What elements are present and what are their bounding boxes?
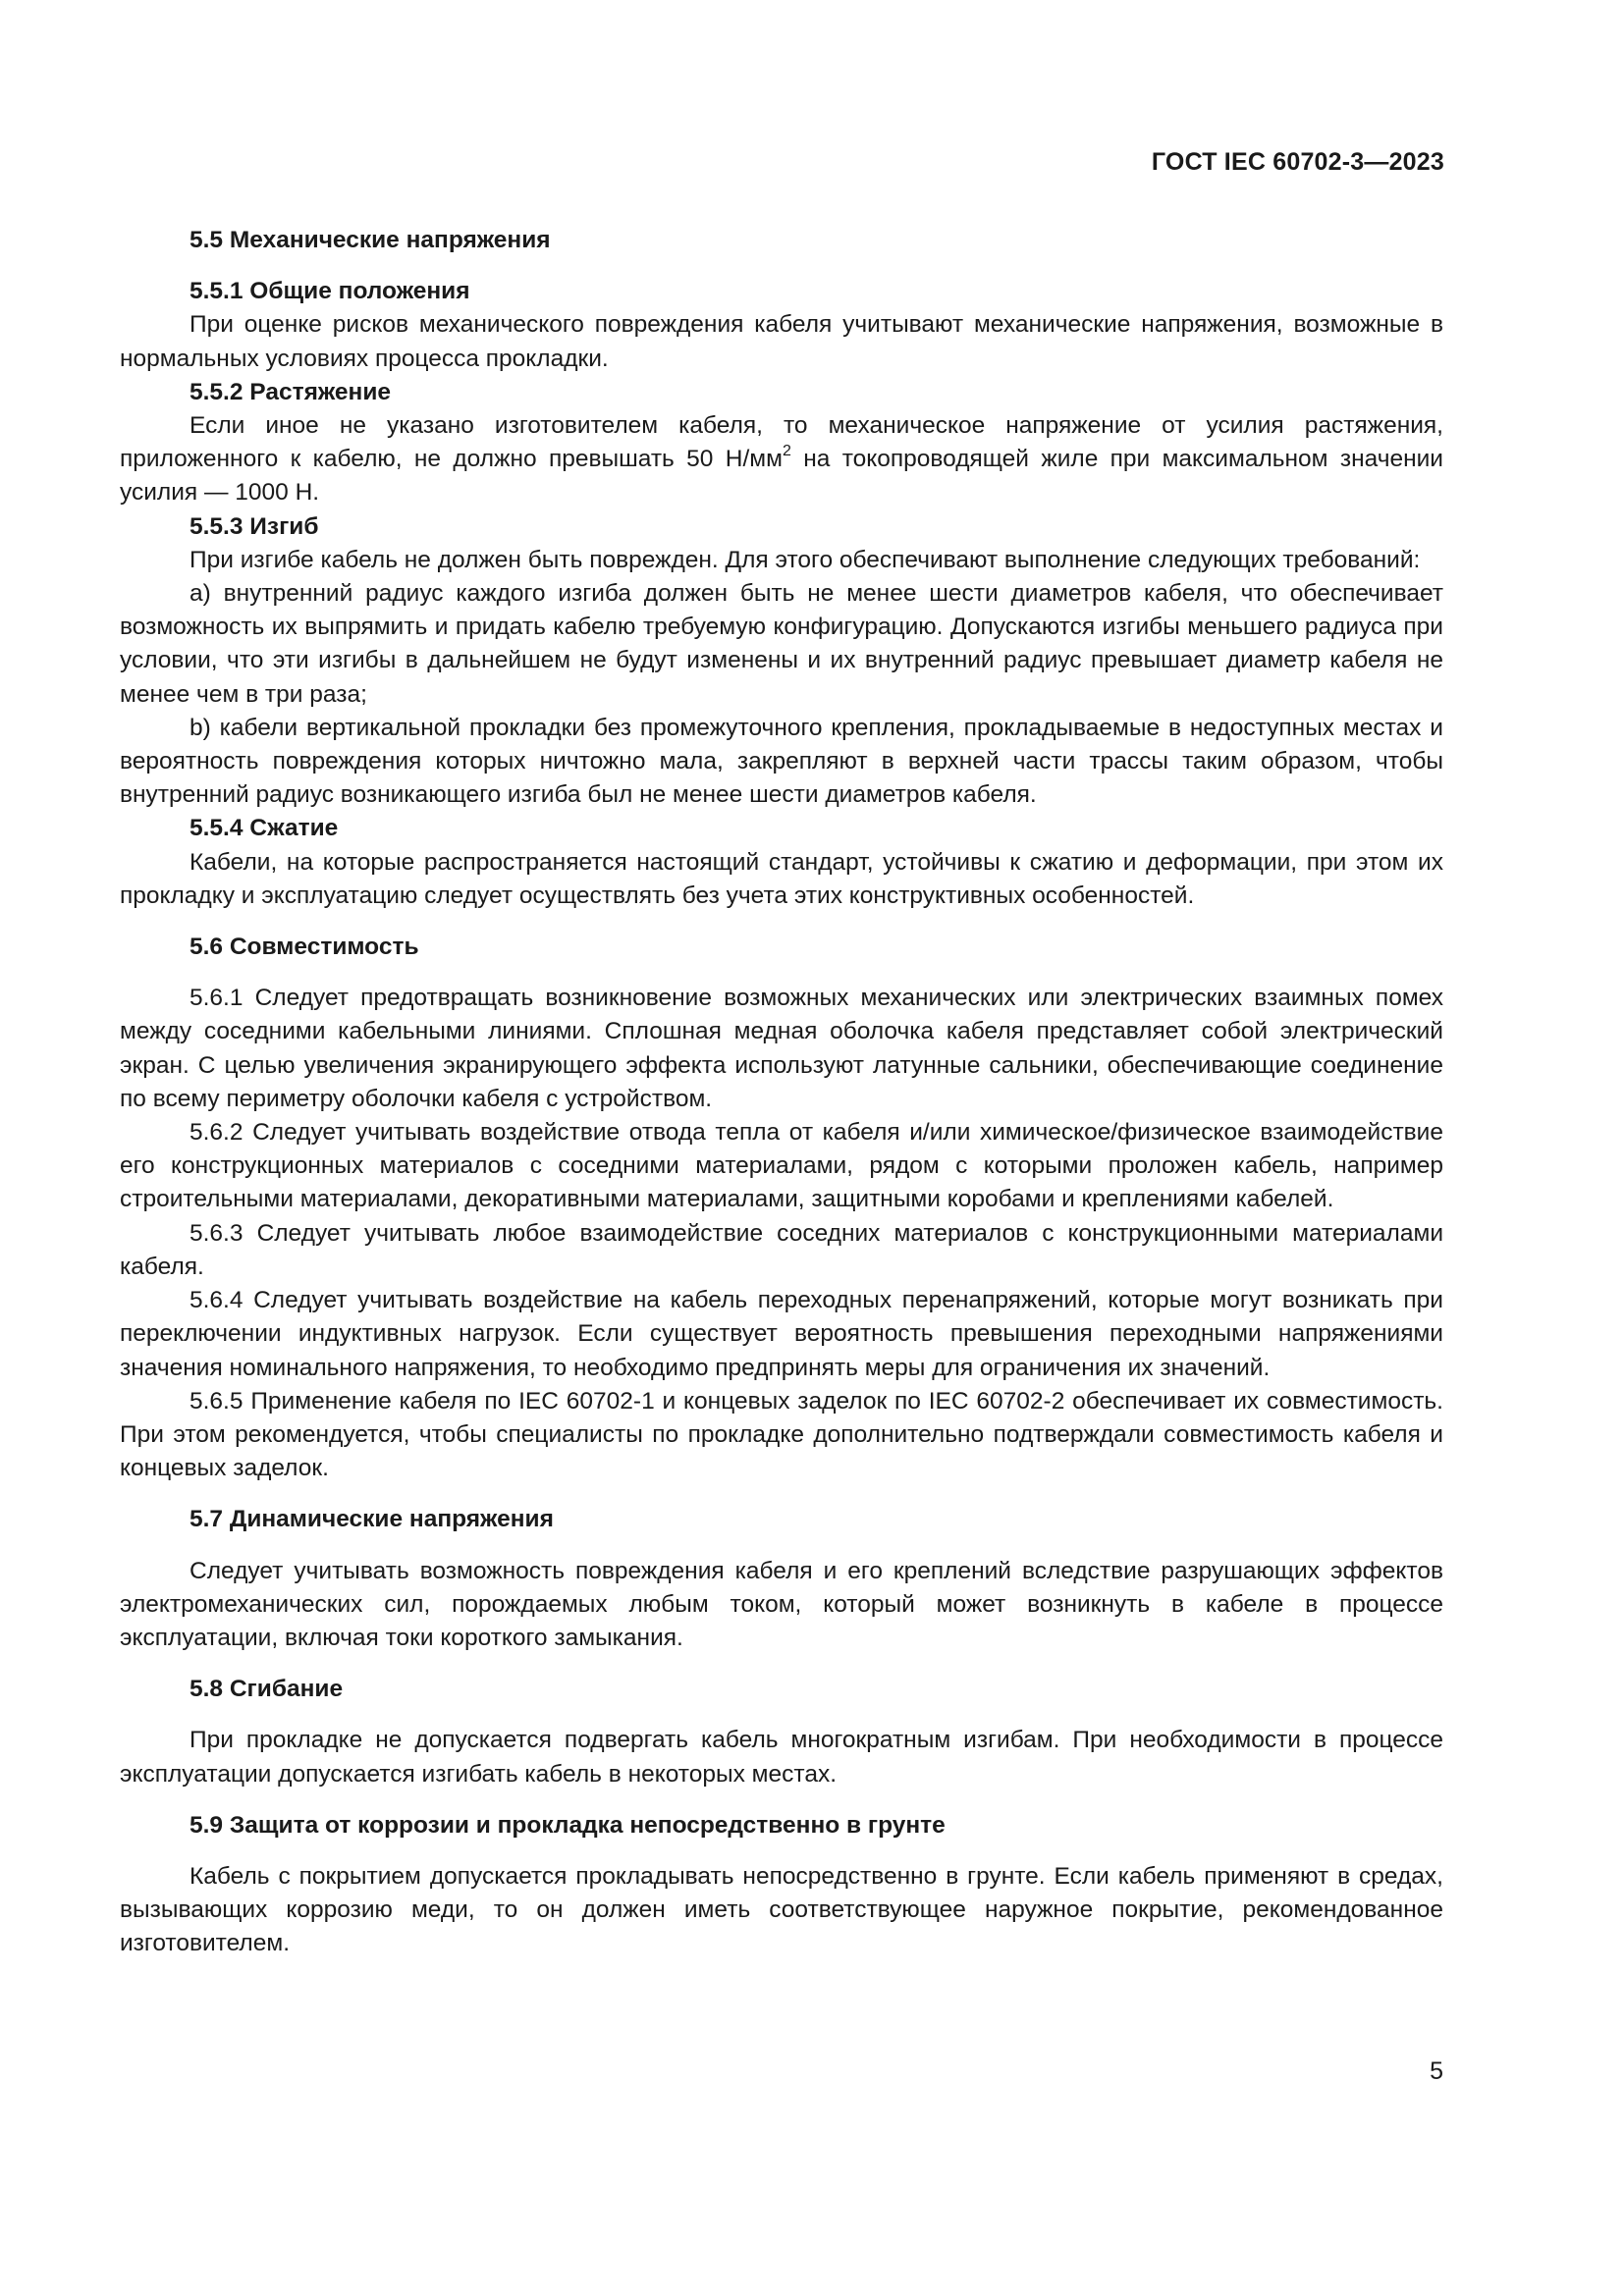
section-5-9-title: 5.9 Защита от коррозии и прокладка непосредственно в грунте xyxy=(189,1811,946,1839)
section-5-5-3-item-a: а) внутренний радиус каждого изгиба должен быть не менее шести диаметров кабеля, что обеспечивает возможность их выпрямить и придать кабелю требуемую конфигурацию. Допускаются изгибы меньшего радиуса при условии, что эти изгибы в дальнейшем не будут изменены и их внутренний радиус превышает диаметр кабеля не менее чем в три раза; xyxy=(120,580,1443,708)
section-5-5-2-text-a: Если иное не указано изготовителем кабеля, то механическое напряжение от усилия растяжения, приложенного к кабелю, не должно превышать 50 Н/мм xyxy=(120,412,1443,473)
section-5-7-paragraph: Следует учитывать возможность повреждения кабеля и его креплений вследствие разрушающих эффектов электромеханических сил, порождаемых любым током, который может возникнуть в кабеле в процессе эксплуатации, включая токи короткого замыкания. xyxy=(120,1557,1443,1651)
section-5-6-2-paragraph: 5.6.2 Следует учитывать воздействие отвода тепла от кабеля и/или химическое/физическое взаимодействие его конструкционных материалов с соседними материалами, рядом с которыми проложен кабель, например строительными материалами, декоративными материалами, защитными коробами и креплениями кабелей. xyxy=(120,1119,1443,1213)
section-5-5-3-paragraph: При изгибе кабель не должен быть поврежден. Для этого обеспечивают выполнение следующих требований: xyxy=(189,546,1421,573)
superscript-2: 2 xyxy=(782,443,791,460)
section-5-5-1-paragraph: При оценке рисков механического повреждения кабеля учитывают механические напряжения, возможные в нормальных условиях процесса прокладки. xyxy=(120,311,1443,372)
section-5-5-title: 5.5 Механические напряжения xyxy=(189,227,551,253)
section-5-5-4-paragraph: Кабели, на которые распространяется настоящий стандарт, устойчивы к сжатию и деформации, при этом их прокладку и эксплуатацию следует осуществлять без учета этих конструктивных особенностей. xyxy=(120,848,1443,909)
section-5-5-4-title: 5.5.4 Сжатие xyxy=(189,815,339,842)
section-5-6-1-paragraph: 5.6.1 Следует предотвращать возникновение возможных механических или электрических взаимных помех между соседними кабельными линиями. Сплошная медная оболочка кабеля представляет собой электрический экран. С целью увеличения экранирующего эффекта используют латунные сальники, обеспечивающие соединение по всему периметру оболочки кабеля с устройством. xyxy=(120,985,1443,1112)
section-5-6-title: 5.6 Совместимость xyxy=(189,934,419,961)
section-5-6-4-paragraph: 5.6.4 Следует учитывать воздействие на кабель переходных перенапряжений, которые могут возникать при переключении индуктивных нагрузок. Если существует вероятность превышения переходными напряжениями значения номинального напряжения, то необходимо предпринять меры для ограничения их значений. xyxy=(120,1287,1443,1381)
section-5-5-1-title: 5.5.1 Общие положения xyxy=(189,278,470,305)
section-5-8-paragraph: При прокладке не допускается подвергать кабель многократным изгибам. При необходимости в процессе эксплуатации допускается изгибать кабель в некоторых местах. xyxy=(120,1727,1443,1788)
page-number: 5 xyxy=(1430,2057,1443,2085)
section-5-7-title: 5.7 Динамические напряжения xyxy=(189,1506,554,1533)
section-5-5-2-title: 5.5.2 Растяжение xyxy=(189,378,392,405)
section-5-5-3-title: 5.5.3 Изгиб xyxy=(189,512,319,540)
section-5-6-5-paragraph: 5.6.5 Применение кабеля по IEC 60702-1 и концевых заделок по IEC 60702-2 обеспечивает их совместимость. При этом рекомендуется, чтобы специалисты по прокладке дополнительно подтверждали совместимость кабеля и концевых заделок. xyxy=(120,1387,1443,1482)
section-5-6-3-paragraph: 5.6.3 Следует учитывать любое взаимодействие соседних материалов с конструкционными материалами кабеля. xyxy=(120,1219,1443,1280)
section-5-8-title: 5.8 Сгибание xyxy=(189,1676,344,1703)
document-body xyxy=(120,224,1443,1961)
document-code-header: ГОСТ IEC 60702-3—2023 xyxy=(1151,148,1444,176)
section-5-5-2-paragraph xyxy=(120,409,1443,510)
section-5-9-paragraph: Кабель с покрытием допускается прокладывать непосредственно в грунте. Если кабель применяют в средах, вызывающих коррозию меди, то он должен иметь соответствующее наружное покрытие, рекомендованное изготовителем. xyxy=(120,1862,1443,1957)
section-5-5-2-text-b: на токопроводящей жиле при максимальном значении усилия — 1000 Н. xyxy=(120,446,1443,507)
section-5-5-3-item-b: b) кабели вертикальной прокладки без промежуточного крепления, прокладываемые в недоступных местах и вероятность повреждения которых ничтожно мала, закрепляют в верхней части трассы таким образом, чтобы внутренний радиус возникающего изгиба был не менее шести диаметров кабеля. xyxy=(120,714,1443,809)
